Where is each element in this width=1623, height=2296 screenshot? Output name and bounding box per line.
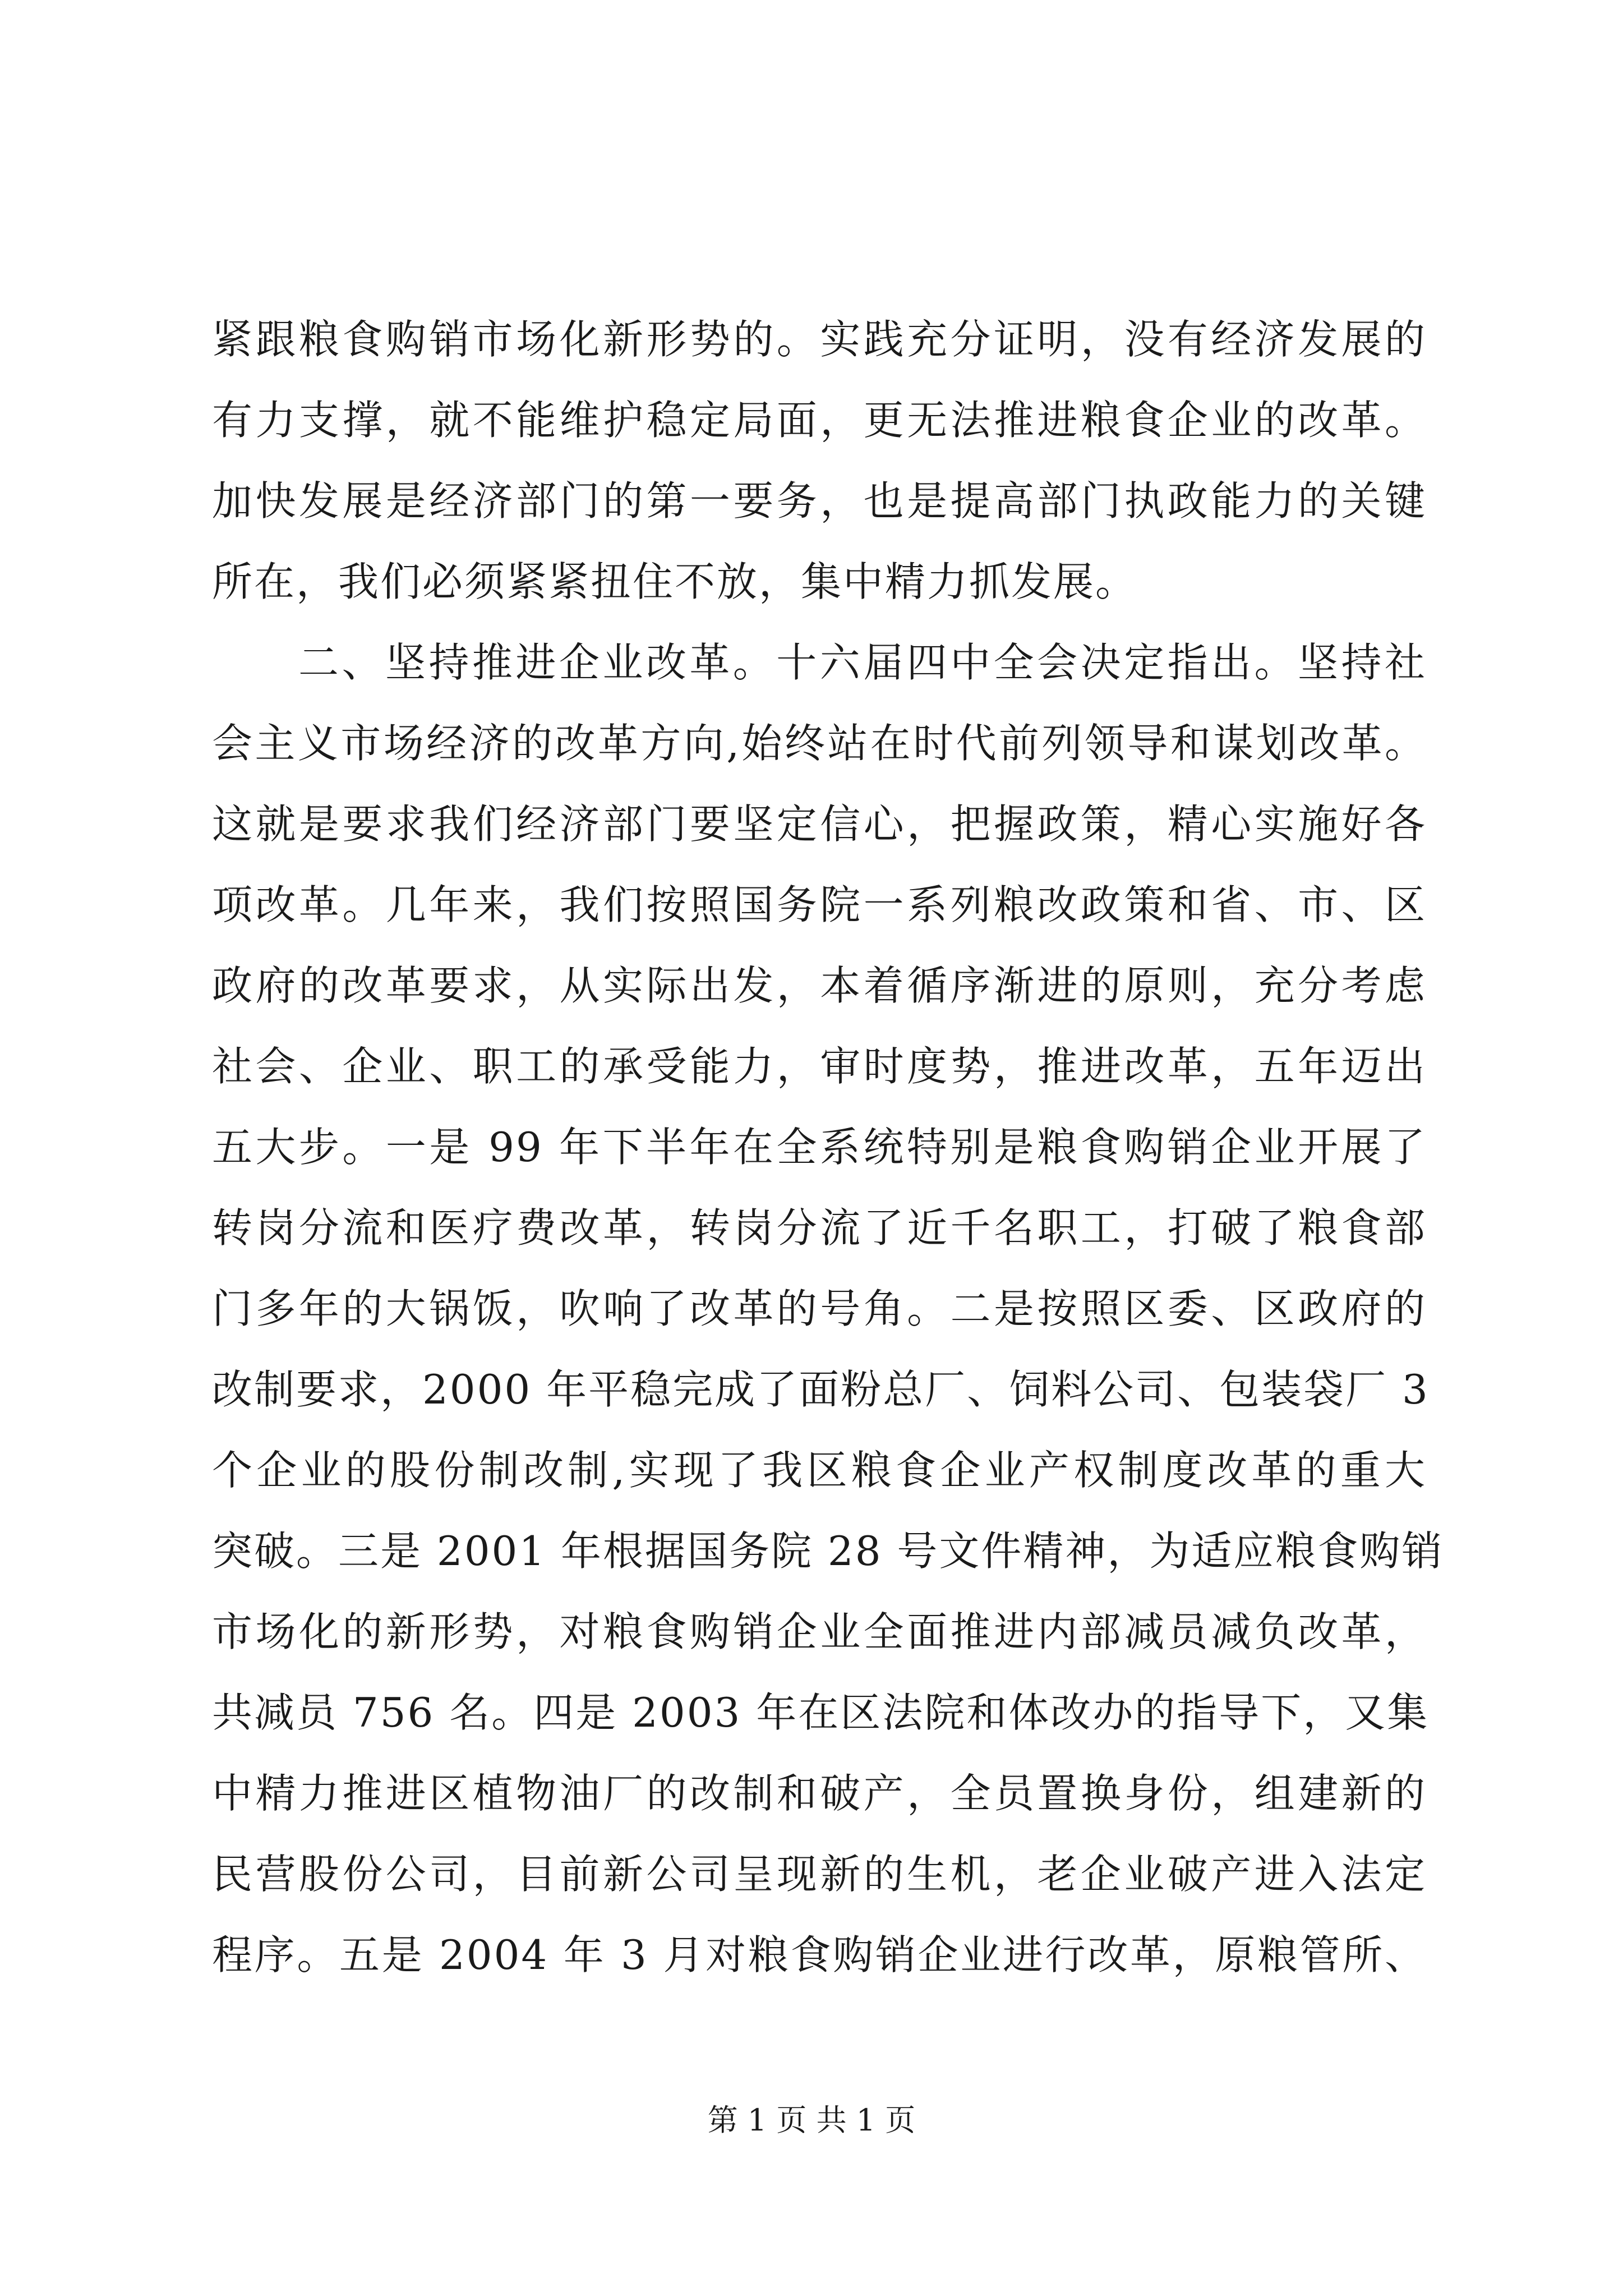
text-line: 紧跟粮食购销市场化新形势的。实践充分证明，没有经济发展的	[212, 316, 1427, 363]
text-line: 项改革。几年来，我们按照国务院一系列粮改政策和省、市、区	[212, 881, 1427, 928]
text-line: 五大步。一是 99 年下半年在全系统特别是粮食购销企业开展了	[212, 1124, 1427, 1171]
text-line: 所在，我们必须紧紧扭住不放，集中精力抓发展。	[212, 558, 1138, 605]
page-footer	[0, 2101, 1623, 2140]
text-line: 程序。五是 2004 年 3 月对粮食购销企业进行改革，原粮管所、	[212, 1931, 1427, 1978]
text-line: 政府的改革要求，从实际出发，本着循序渐进的原则，充分考虑	[212, 962, 1427, 1009]
text-line: 中精力推进区植物油厂的改制和破产，全员置换身份，组建新的	[212, 1770, 1427, 1817]
text-line: 门多年的大锅饭，吹响了改革的号角。二是按照区委、区政府的	[212, 1285, 1427, 1332]
document-body	[212, 299, 1444, 1995]
text-line: 市场化的新形势，对粮食购销企业全面推进内部减员减负改革，	[212, 1608, 1427, 1655]
text-line: 改制要求，2000 年平稳完成了面粉总厂、饲料公司、包装袋厂 3	[212, 1366, 1430, 1413]
text-line: 共减员 756 名。四是 2003 年在区法院和体改办的指导下，又集	[212, 1689, 1430, 1736]
text-line: 突破。三是 2001 年根据国务院 28 号文件精神，为适应粮食购销	[212, 1527, 1444, 1575]
text-line: 这就是要求我们经济部门要坚定信心，把握政策，精心实施好各	[212, 800, 1427, 848]
text-line: 社会、企业、职工的承受能力，审时度势，推进改革，五年迈出	[212, 1043, 1427, 1090]
text-line: 加快发展是经济部门的第一要务，也是提高部门执政能力的关键	[212, 477, 1427, 524]
paragraph-first-line: 二、坚持推进企业改革。十六届四中全会决定指出。坚持社	[298, 639, 1427, 686]
page-number: 第 1 页 共 1 页	[707, 2102, 916, 2138]
text-line: 民营股份公司，目前新公司呈现新的生机，老企业破产进入法定	[212, 1851, 1427, 1898]
text-line: 个企业的股份制改制,实现了我区粮食企业产权制度改革的重大	[212, 1447, 1427, 1494]
text-line: 转岗分流和医疗费改革，转岗分流了近千名职工，打破了粮食部	[212, 1204, 1427, 1251]
text-line: 有力支撑，就不能维护稳定局面，更无法推进粮食企业的改革。	[212, 397, 1427, 444]
text-line: 会主义市场经济的改革方向,始终站在时代前列领导和谋划改革。	[212, 720, 1427, 767]
